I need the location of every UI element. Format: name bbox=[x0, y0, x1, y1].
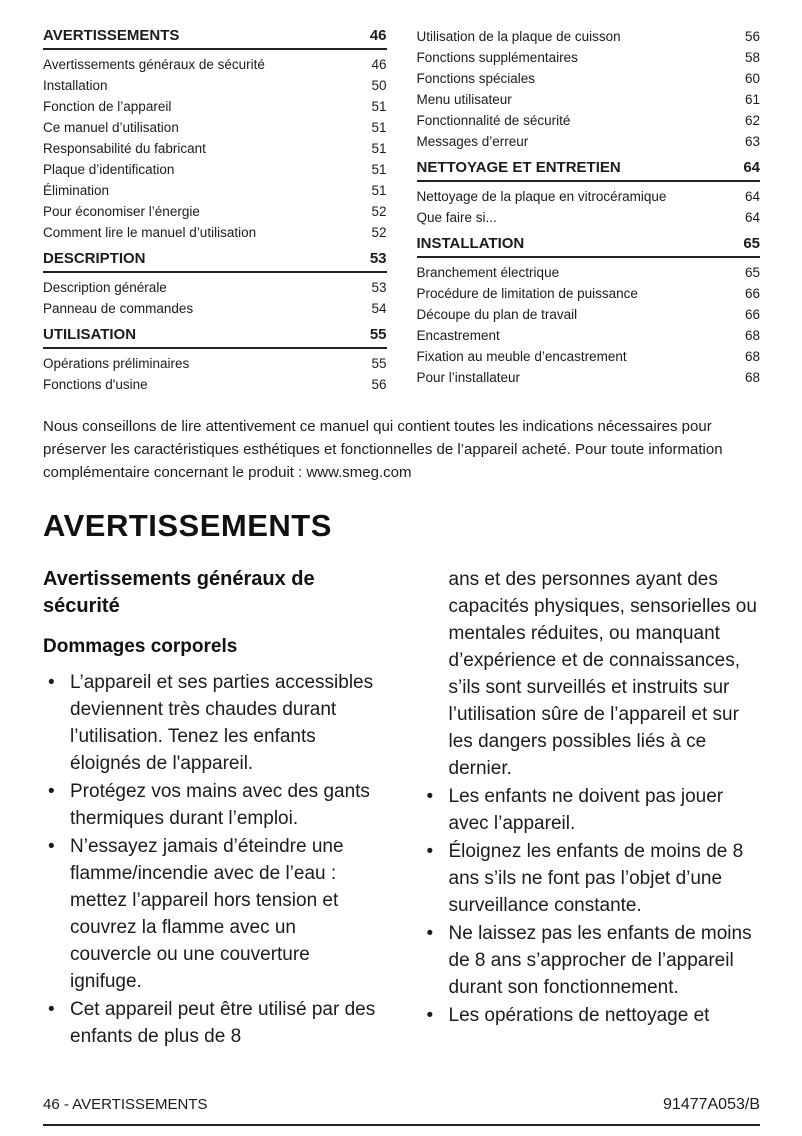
toc-entry-label: Fonctions supplémentaires bbox=[416, 50, 578, 65]
toc-entry bbox=[417, 89, 761, 110]
toc-entry bbox=[43, 374, 387, 395]
toc-entry-label: Procédure de limitation de puissance bbox=[416, 286, 638, 301]
toc-entry-page-number: 52 bbox=[371, 204, 387, 219]
body-right-column bbox=[422, 566, 761, 1051]
warning-bullet-item: • Cet appareil peut être utilisé par des enfants de plus de 8 bbox=[43, 996, 382, 1050]
toc-entry-label: Pour l’installateur bbox=[416, 370, 521, 385]
toc-entry-page-number: 58 bbox=[744, 50, 760, 65]
toc-entry-label: Messages d’erreur bbox=[416, 134, 529, 149]
warning-bullet-item: • Les opérations de nettoyage et bbox=[422, 1002, 761, 1029]
toc-entry-page-number: 54 bbox=[371, 301, 387, 316]
toc-entry-label: Ce manuel d’utilisation bbox=[43, 120, 179, 135]
toc-entry-page-number: 62 bbox=[744, 113, 760, 128]
toc-entry-page-number: 64 bbox=[744, 189, 760, 204]
toc-entry-label: Fonctions d'usine bbox=[43, 377, 148, 392]
toc-entry-label: Utilisation de la plaque de cuisson bbox=[416, 29, 621, 44]
toc-entry-page-number: 52 bbox=[371, 225, 387, 240]
toc-entry-page-number: 51 bbox=[371, 141, 387, 156]
toc-entry bbox=[43, 54, 387, 75]
toc-entry-label: NETTOYAGE ET ENTRETIEN bbox=[416, 159, 621, 176]
toc-section-header bbox=[417, 234, 761, 258]
table-of-contents bbox=[43, 26, 760, 395]
continuation-text: ans et des personnes ayant des capacités physiques, sensorielles ou mentales réduites, ou manquant d’expérience et de connaissances, s’ils sont surveillés et instruits sur l’utilisation sûre de l’appareil et sur les dangers possibles liés à ce dernier. bbox=[448, 569, 757, 779]
toc-entry-label: Élimination bbox=[43, 183, 110, 198]
toc-entry-page-number: 46 bbox=[371, 57, 387, 72]
toc-entry bbox=[43, 75, 387, 96]
toc-entry bbox=[417, 304, 761, 325]
footer-doc-code: 91477A053/B bbox=[663, 1096, 760, 1113]
toc-entry bbox=[417, 186, 761, 207]
toc-entry bbox=[417, 346, 761, 367]
warnings-body bbox=[43, 566, 760, 1051]
toc-entry-label: Encastrement bbox=[416, 328, 500, 343]
toc-entry-label: DESCRIPTION bbox=[43, 250, 146, 267]
toc-entry-page-number: 66 bbox=[744, 286, 760, 301]
warning-bullet-item: • Éloignez les enfants de moins de 8 ans s’ils ne font pas l’objet d’une surveillance constante. bbox=[422, 838, 761, 919]
toc-entry-page-number: 56 bbox=[371, 377, 387, 392]
toc-entry-label: Fixation au meuble d’encastrement bbox=[416, 349, 627, 364]
toc-entry-label: Pour économiser l’énergie bbox=[43, 204, 200, 219]
toc-entry bbox=[43, 298, 387, 319]
body-left-column bbox=[43, 566, 382, 1051]
toc-entry bbox=[43, 138, 387, 159]
toc-entry-label: Installation bbox=[43, 78, 108, 93]
toc-entry-label: Menu utilisateur bbox=[416, 92, 512, 107]
toc-entry-label: UTILISATION bbox=[43, 326, 137, 343]
toc-entry-label: Fonction de l’appareil bbox=[43, 99, 172, 114]
toc-entry-page-number: 55 bbox=[369, 326, 387, 343]
toc-entry-page-number: 51 bbox=[371, 162, 387, 177]
toc-entry bbox=[43, 180, 387, 201]
toc-entry-page-number: 51 bbox=[371, 183, 387, 198]
toc-entry-label: Découpe du plan de travail bbox=[416, 307, 578, 322]
intro-paragraph: Nous conseillons de lire attentivement ce manuel qui contient toutes les indications nécessaires pour préserver les caractéristiques esthétiques et fonctionnelles de l’appareil acheté. Pour toute information complémentaire concernant le produit : www.smeg.com bbox=[43, 418, 723, 481]
toc-entry-page-number: 53 bbox=[369, 250, 387, 267]
toc-entry-label: AVERTISSEMENTS bbox=[43, 27, 180, 44]
page-footer bbox=[43, 1096, 760, 1126]
toc-right-column bbox=[417, 26, 761, 395]
toc-entry bbox=[417, 207, 761, 228]
toc-entry bbox=[43, 117, 387, 138]
toc-entry bbox=[43, 96, 387, 117]
toc-entry-label: Panneau de commandes bbox=[43, 301, 194, 316]
toc-entry-label: Fonctions spéciales bbox=[416, 71, 536, 86]
toc-entry-label: Opérations préliminaires bbox=[43, 356, 190, 371]
toc-entry-page-number: 60 bbox=[744, 71, 760, 86]
toc-entry-page-number: 50 bbox=[371, 78, 387, 93]
toc-entry bbox=[43, 222, 387, 243]
toc-entry bbox=[43, 159, 387, 180]
toc-entry bbox=[43, 353, 387, 374]
bodily-harm-heading: Dommages corporels bbox=[43, 636, 238, 657]
toc-entry-label: Comment lire le manuel d’utilisation bbox=[43, 225, 257, 240]
toc-entry-page-number: 46 bbox=[369, 27, 387, 44]
footer-page-label: 46 - AVERTISSEMENTS bbox=[43, 1096, 208, 1113]
toc-entry-page-number: 56 bbox=[744, 29, 760, 44]
toc-entry-label: Avertissements généraux de sécurité bbox=[43, 57, 265, 72]
toc-entry-label: Description générale bbox=[43, 280, 167, 295]
toc-entry-page-number: 53 bbox=[371, 280, 387, 295]
warning-bullet-item: • Protégez vos mains avec des gants thermiques durant l’emploi. bbox=[43, 778, 382, 832]
toc-entry-label: Fonctionnalité de sécurité bbox=[416, 113, 571, 128]
toc-entry bbox=[417, 68, 761, 89]
page-title: AVERTISSEMENTS bbox=[43, 508, 332, 543]
toc-entry-page-number: 55 bbox=[371, 356, 387, 371]
toc-entry bbox=[417, 283, 761, 304]
toc-entry-label: Que faire si... bbox=[416, 210, 497, 225]
toc-entry-page-number: 51 bbox=[371, 99, 387, 114]
toc-entry-label: Nettoyage de la plaque en vitrocéramique bbox=[416, 189, 667, 204]
toc-left-column bbox=[43, 26, 387, 395]
toc-entry bbox=[43, 201, 387, 222]
warning-bullet-item: • N’essayez jamais d’éteindre une flamme/incendie avec de l’eau : mettez l’appareil hors tension et couvrez la flamme avec un couvercle ou une couverture ignifuge. bbox=[43, 833, 382, 995]
toc-section-header bbox=[43, 325, 387, 349]
warning-bullet-list-left bbox=[43, 669, 382, 1050]
warning-bullet-list-right bbox=[422, 783, 761, 1029]
toc-entry bbox=[43, 277, 387, 298]
toc-entry-label: Branchement électrique bbox=[416, 265, 560, 280]
toc-entry-page-number: 68 bbox=[744, 370, 760, 385]
toc-entry bbox=[417, 110, 761, 131]
toc-entry-page-number: 51 bbox=[371, 120, 387, 135]
toc-entry bbox=[417, 367, 761, 388]
toc-entry-page-number: 65 bbox=[743, 235, 760, 252]
toc-entry-page-number: 61 bbox=[744, 92, 760, 107]
toc-entry-page-number: 64 bbox=[744, 210, 760, 225]
toc-entry-label: Plaque d’identification bbox=[43, 162, 175, 177]
toc-entry-label: INSTALLATION bbox=[416, 235, 525, 252]
general-safety-subheading: Avertissements généraux de sécurité bbox=[43, 568, 315, 617]
toc-entry-page-number: 65 bbox=[744, 265, 760, 280]
toc-entry bbox=[417, 262, 761, 283]
toc-entry bbox=[417, 26, 761, 47]
toc-section-header bbox=[417, 158, 761, 182]
toc-entry-page-number: 68 bbox=[744, 349, 760, 364]
warning-bullet-item: • Les enfants ne doivent pas jouer avec l’appareil. bbox=[422, 783, 761, 837]
toc-entry bbox=[417, 131, 761, 152]
toc-entry-page-number: 68 bbox=[744, 328, 760, 343]
toc-section-header bbox=[43, 26, 387, 50]
toc-section-header bbox=[43, 249, 387, 273]
toc-entry-page-number: 66 bbox=[744, 307, 760, 322]
toc-entry-page-number: 64 bbox=[743, 159, 760, 176]
toc-entry-page-number: 63 bbox=[744, 134, 760, 149]
toc-entry-label: Responsabilité du fabricant bbox=[43, 141, 206, 156]
warning-bullet-item: • Ne laissez pas les enfants de moins de 8 ans s’approcher de l’appareil durant son fonctionnement. bbox=[422, 920, 761, 1001]
warning-bullet-item: • L’appareil et ses parties accessibles deviennent très chaudes durant l’utilisation. Tenez les enfants éloignés de l'appareil. bbox=[43, 669, 382, 777]
toc-entry bbox=[417, 47, 761, 68]
toc-entry bbox=[417, 325, 761, 346]
